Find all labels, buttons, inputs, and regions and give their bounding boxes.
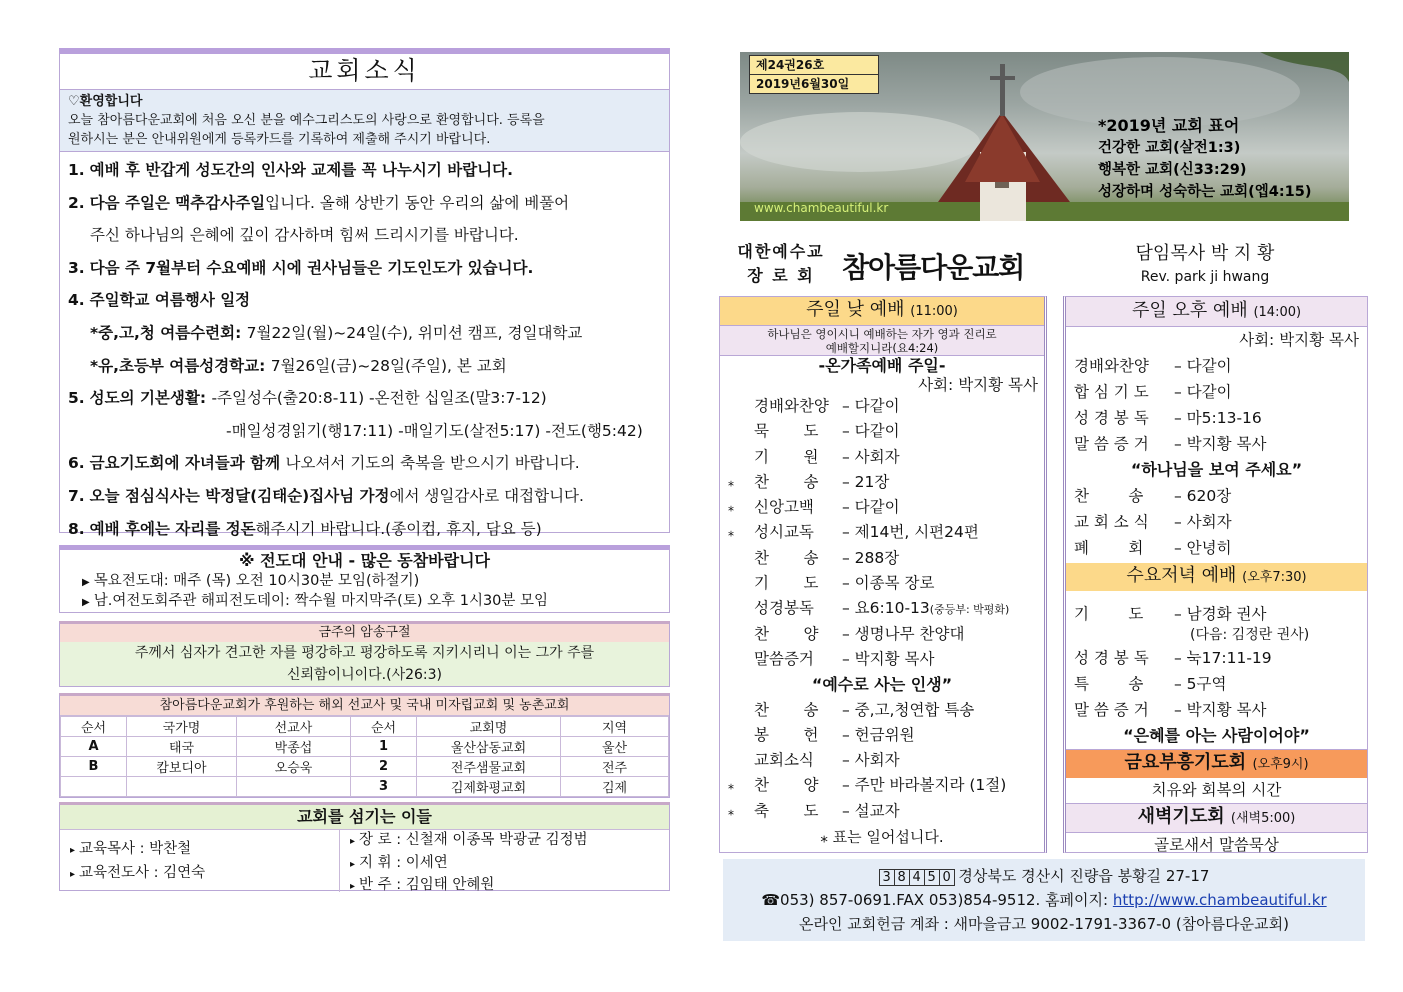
news-item-4: 4. 주일학교 여름행사 일정	[68, 291, 251, 310]
wednesday-service-title: 수요저녁 예배 (오후7:30)	[1066, 563, 1367, 591]
news-item-4-children: *유,초등부 여름성경학교: 7월26일(금)~28일(주일), 본 교회	[90, 356, 507, 375]
sermon-title: “예수로 사는 인생”	[811, 675, 953, 695]
servants-left: ▸ 교육목사 : 박찬철 ▸ 교육전도사 : 김연숙	[60, 830, 340, 892]
list-item: 교 회 소 식 – 사회자	[1074, 513, 1232, 531]
denomination: 대한예수교 장 로 회	[737, 242, 825, 285]
news-item-6: 6. 금요기도회에 자녀들과 함께 나오셔서 기도의 축복을 받으시기 바랍니다.	[68, 454, 580, 473]
sunday-morning-service	[719, 296, 1047, 853]
memory-verse-box	[59, 621, 670, 687]
news-item-3: 3. 다음 주 7월부터 수요예배 시에 권사님들은 기도인도가 있습니다.	[68, 258, 534, 277]
list-item: 기 도 – 이종목 장로	[754, 574, 935, 593]
banner-url: www.chambeautiful.kr	[754, 201, 889, 215]
sunday-morning-scripture: 하나님은 영이시니 예배하는 자가 영과 진리로 예배할지니라(요4:24)	[720, 326, 1044, 356]
list-item: 찬 송 – 620장	[1074, 487, 1232, 505]
list-item: 합 심 기 도 – 다같이	[1074, 383, 1232, 401]
cover-banner	[740, 52, 1349, 221]
next-prayer: (다음: 김정란 권사)	[1190, 627, 1310, 643]
welcome-box	[60, 90, 669, 152]
postal-address: 3 8 4 5 0 경상북도 경산시 진량읍 봉황길 27-17	[723, 864, 1365, 888]
list-item: 찬 송 – 중,고,청연합 특송	[754, 700, 975, 719]
standing-note: ⁎ 표는 일어섭니다.	[820, 828, 944, 847]
sunday-afternoon-service	[1063, 296, 1368, 853]
list-item: 봉 헌 – 헌금위원	[754, 725, 915, 744]
servants-title: 교회를 섬기는 이들	[60, 805, 669, 830]
news-item-5: 5. 성도의 기본생활: -주일성수(출20:8-11) -온전한 십일조(말3:7-12)	[68, 389, 547, 408]
news-item-8: 8. 예배 후에는 자리를 정돈해주시기 바랍니다.(종이컵, 휴지, 담요 등)	[68, 519, 542, 538]
triangle-icon: ▸	[70, 869, 76, 880]
dawn-prayer-title: 새벽기도회 (새벽5:00)	[1066, 803, 1367, 832]
table-row: B 캄보디아 오승욱 2 전주샘물교회 전주	[61, 757, 669, 777]
news-item-1: 1. 예배 후 반갑게 성도간의 인사와 교제를 꼭 나누시기 바랍니다.	[68, 161, 514, 179]
support-title: 참아름다운교회가 후원하는 해외 선교사 및 국내 미자립교회 및 농촌교회	[60, 696, 669, 716]
list-item: 교회소식 – 사회자	[754, 751, 900, 770]
triangle-icon: ▸	[350, 836, 356, 847]
news-item-5-cont: -매일성경읽기(행17:11) -매일기도(살전5:17) -전도(행5:42)	[226, 421, 643, 440]
list-item: ⁎ 성시교독 – 제14번, 시편24편	[728, 523, 979, 542]
senior-pastor: 담임목사 박 지 황 Rev. park ji hwang	[1135, 243, 1275, 285]
bank-account: 온라인 교회헌금 계좌 : 새마을금고 9002-1791-3367-0 (참아름다운교회)	[799, 915, 1289, 933]
wednesday-sermon-title: “은혜를 아는 사람이어야”	[1123, 726, 1310, 745]
news-item-7: 7. 오늘 점심식사는 박정달(김태순)집사님 가정에서 생일감사로 대접합니다.	[68, 486, 584, 505]
list-item: 성 경 봉 독 – 마5:13-16	[1074, 409, 1262, 427]
dawn-prayer-desc: 골로새서 말씀묵상	[1066, 832, 1367, 858]
news-item-2-cont: 주신 하나님의 은혜에 깊이 감사하며 힘써 드리시기를 바랍니다.	[90, 226, 519, 245]
church-name: 참아름다운교회	[842, 251, 1025, 284]
triangle-icon: ▸	[350, 881, 356, 892]
list-item: 기 도 – 남경화 권사	[1074, 605, 1267, 623]
evangelism-line-1: ▶ 목요전도대: 매주 (목) 오전 10시30분 모임(하절기)	[82, 573, 420, 589]
list-item: 성 경 봉 독 – 눅17:11-19	[1074, 649, 1272, 667]
news-list	[60, 152, 669, 545]
list-item: ⁎ 축 도 – 설교자	[728, 801, 900, 820]
church-news-box	[59, 48, 670, 538]
list-item: ⁎ 찬 송 – 21장	[728, 472, 890, 491]
sunday-afternoon-title: 주일 오후 예배 (14:00)	[1066, 297, 1367, 327]
news-title: 교회소식	[60, 54, 669, 90]
issue-number: 제24권26호	[749, 55, 879, 75]
news-item-2: 2. 다음 주일은 맥추감사주일입니다. 올해 상반기 동안 우리의 삶에 베풀어	[68, 193, 570, 212]
list-item: 경배와찬양 – 다같이	[754, 397, 900, 415]
church-motto: *2019년 교회 표어 건강한 교회(살전1:3) 행복한 교회(신33:29) 성장하며 성숙하는 교회(엡4:15)	[1098, 116, 1312, 200]
list-item: 폐 회 – 안녕히	[1074, 539, 1232, 557]
table-header-row: 순서 국가명 선교사 순서 교회명 지역	[61, 717, 669, 737]
list-item: 기 원 – 사회자	[754, 447, 900, 466]
support-table	[60, 716, 669, 797]
afternoon-sermon-title: “하나님을 보여 주세요”	[1130, 460, 1303, 479]
memory-verse-text: 주께서 심자가 견고한 자를 평강하고 평강하도록 지키시리니 이는 그가 주를 신뢰함이니이다.(사26:3)	[60, 642, 669, 686]
table-row: 3 김제화평교회 김제	[61, 777, 669, 797]
triangle-icon: ▶	[82, 577, 90, 588]
evangelism-line-2: ▶ 남.여전도회주관 해피전도데이: 짝수월 마지막주(토) 오후 1시30분 모임	[82, 593, 549, 609]
servants-box	[59, 802, 670, 891]
church-address	[723, 859, 1365, 941]
service-theme: -온가족예배 주일-	[818, 356, 946, 375]
list-item: 성경봉독 – 요6:10-13(중등부: 박평화)	[754, 599, 1010, 618]
list-item: 찬 양 – 생명나무 찬양대	[754, 624, 965, 643]
triangle-icon: ▸	[70, 845, 76, 856]
memory-verse-title: 금주의 암송구절	[60, 624, 669, 642]
order-of-worship	[720, 394, 1044, 824]
evangelism-title: ※ 전도대 안내 - 많은 동참바랍니다	[239, 551, 490, 570]
triangle-icon: ▸	[350, 858, 356, 870]
issue-date: 2019년6월30일	[749, 74, 879, 94]
list-item: 말 씀 증 거 – 박지황 목사	[1074, 701, 1267, 719]
homepage-link[interactable]: http://www.chambeautiful.kr	[1112, 891, 1327, 909]
welcome-line-1: 오늘 참아름다운교회에 처음 오신 분을 예수그리스도의 사랑으로 환영합니다. 등록을	[68, 113, 545, 128]
list-item: 찬 송 – 288장	[754, 548, 900, 567]
friday-prayer-title: 금요부흥기도회 (오후9시)	[1066, 749, 1367, 778]
list-item: ⁎ 찬 양 – 주만 바라볼지라 (1절)	[728, 776, 1007, 795]
list-item: 말씀증거 – 박지황 목사	[754, 649, 935, 668]
friday-prayer-desc: 치유와 회복의 시간	[1151, 781, 1282, 799]
list-item: 경배와찬양 – 다같이	[1074, 357, 1232, 375]
list-item: 특 송 – 5구역	[1074, 675, 1227, 693]
welcome-title: ♡환영합니다	[68, 94, 143, 109]
triangle-icon: ▶	[82, 597, 90, 608]
table-row: A 태국 박종섭 1 울산삼동교회 울산	[61, 737, 669, 757]
servants-right: ▸ 장 로 : 신철재 이종목 박광균 김정범 ▸ 지 휘 : 이세연 ▸ 반 주 : 김임태 안혜원	[350, 832, 588, 893]
welcome-line-2: 원하시는 분은 안내위원에게 등록카드를 기록하여 제출해 주시기 바랍니다.	[68, 132, 491, 147]
contact-line: ☎053) 857-0691.FAX 053)854-9512. 홈페이지: http://www.chambeautiful.kr	[761, 891, 1327, 909]
afternoon-leader: 사회: 박지황 목사	[1239, 331, 1359, 349]
zip-code: 3 8 4 5 0	[879, 867, 959, 885]
list-item: ⁎ 신앙고백 – 다같이	[728, 498, 900, 517]
support-box	[59, 693, 670, 798]
sunday-morning-title: 주일 낮 예배 (11:00)	[720, 297, 1044, 326]
evangelism-box	[59, 545, 670, 613]
news-item-4-youth: *중,고,청 여름수련회: 7월22일(월)~24일(수), 위미션 캠프, 경일대학교	[90, 323, 583, 342]
list-item: 묵 도 – 다같이	[754, 422, 900, 441]
list-item: 말 씀 증 거 – 박지황 목사	[1074, 435, 1267, 453]
service-leader: 사회: 박지황 목사	[918, 376, 1038, 394]
